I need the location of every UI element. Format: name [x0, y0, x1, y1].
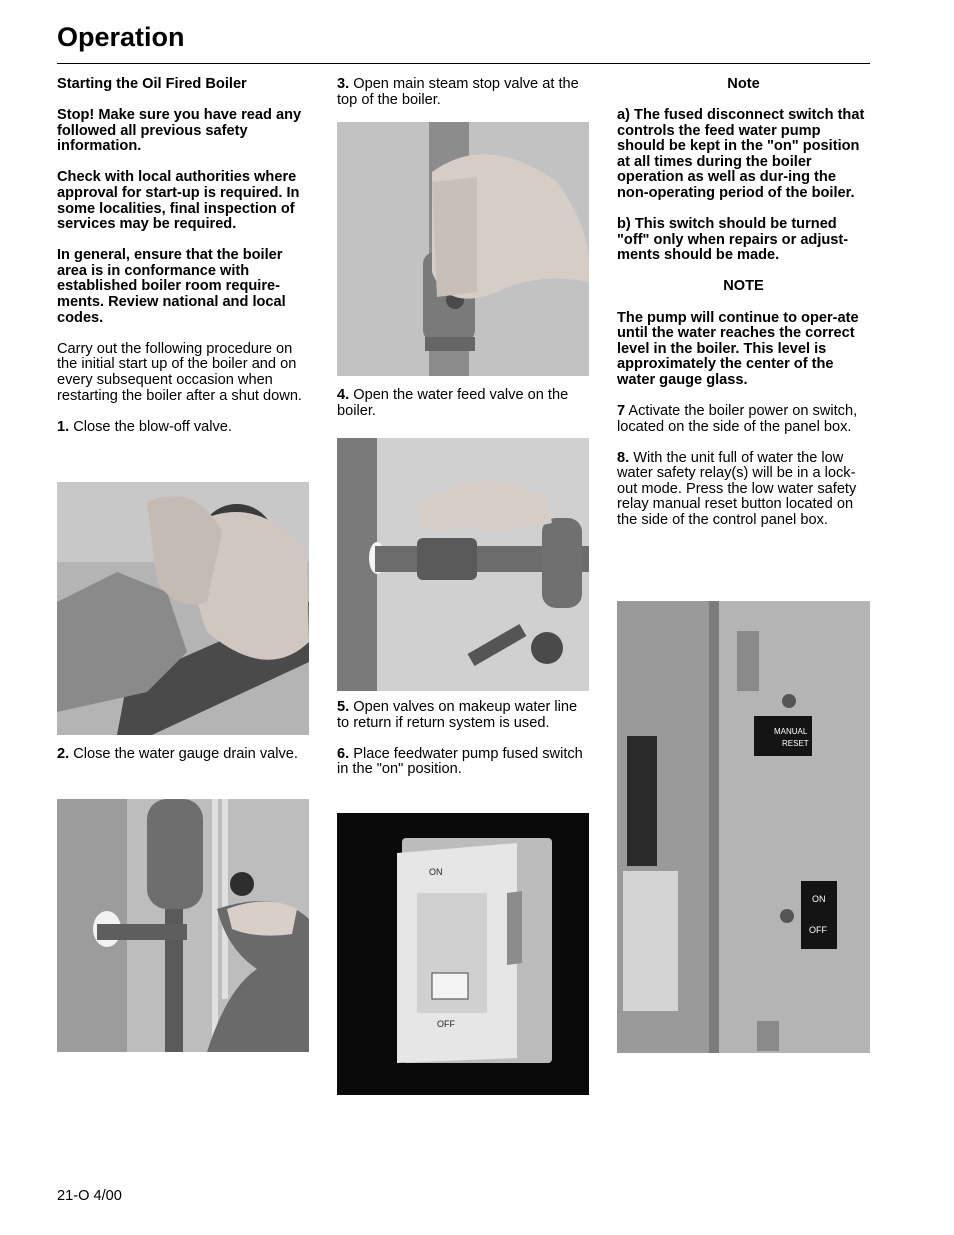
- step-5-text: Open valves on makeup water line to return if return system is used.: [337, 699, 578, 731]
- water-feed-valve-photo: [337, 438, 589, 691]
- step-5: [337, 700, 589, 731]
- step-2-text: Close the water gauge drain valve.: [69, 746, 298, 762]
- step-4-text: Open the water feed valve on the boiler.: [337, 387, 569, 419]
- panel-manual-label: MANUAL: [774, 727, 808, 736]
- safety-warning-1: Stop! Make sure you have read any followed all previous safety information.: [57, 107, 302, 155]
- page-footer: 21-O 4/00: [57, 1188, 122, 1204]
- step-2: [57, 747, 313, 778]
- control-panel-photo: [617, 601, 870, 1053]
- step-1: [57, 420, 313, 436]
- page-title: Operation: [57, 22, 185, 52]
- panel-on-label: ON: [812, 894, 826, 904]
- step-6-text: Place feedwater pump fused switch in the "on" position.: [337, 745, 583, 778]
- step-6-number: 6.: [337, 745, 350, 762]
- step-3: [337, 77, 589, 124]
- switch-on-label: ON: [429, 867, 443, 877]
- note-1-b: b) This switch should be turned "off" only when repairs or adjust-ments should be made.: [617, 216, 849, 264]
- step-1-text: Close the blow-off valve.: [69, 418, 232, 435]
- step-1-number: 1.: [57, 418, 70, 435]
- blow-off-valve-photo: [57, 482, 309, 735]
- note-2-text: The pump will continue to oper-ate until the water reaches the correct level in the boiler. This level is approximately the center of the water gauge glass.: [617, 309, 859, 388]
- note-1-heading: Note: [727, 76, 760, 92]
- note-1-a: a) The fused disconnect switch that controls the feed water pump should be kept in the "on" position at all times during the boiler operation as well as dur-ing the non-operating period of the boiler.: [617, 107, 865, 202]
- step-5-number: 5.: [337, 699, 350, 715]
- step-6: [337, 747, 589, 778]
- safety-warning-2: Check with local authorities where approval for start-up is required. In some localities, final inspection of services may be required.: [57, 169, 300, 233]
- section-heading: Starting the Oil Fired Boiler: [57, 76, 247, 92]
- step-4-number: 4.: [337, 387, 350, 403]
- switch-off-label: OFF: [437, 1019, 455, 1029]
- fused-switch-photo: [337, 813, 589, 1095]
- water-gauge-drain-valve-photo: [57, 799, 309, 1052]
- safety-warning-3: In general, ensure that the boiler area is in conformance with established boiler room require-ments. Review national and local codes.: [57, 247, 286, 326]
- note-2-heading: NOTE: [723, 278, 764, 295]
- panel-reset-label: RESET: [782, 739, 809, 748]
- step-2-number: 2.: [57, 746, 70, 762]
- step-7: [617, 404, 870, 435]
- column-3: [617, 77, 870, 544]
- title-rule: [57, 63, 870, 64]
- column-1: [57, 77, 313, 451]
- step-8-text: With the unit full of water the low water safety relay(s) will be in a lock-out mode. Press the low water safety relay manual reset button located on the side of the control panel box.: [617, 449, 857, 529]
- step-7-number: 7: [617, 403, 626, 419]
- step-3-text: Open main steam stop valve at the top of the boiler.: [337, 76, 579, 108]
- step-8: [617, 451, 870, 529]
- steps-5-6: [337, 700, 589, 793]
- panel-off-label: OFF: [809, 925, 827, 935]
- step-7-text: Activate the boiler power on switch, located on the side of the panel box.: [617, 403, 858, 435]
- step-4: [337, 388, 589, 435]
- main-steam-stop-valve-photo: [337, 122, 589, 376]
- step-8-number: 8.: [617, 449, 630, 466]
- step-3-number: 3.: [337, 76, 350, 92]
- procedure-intro: Carry out the following procedure on the initial start up of the boiler and on every subsequent occasion when restarting the boiler after a shut down.: [57, 340, 302, 404]
